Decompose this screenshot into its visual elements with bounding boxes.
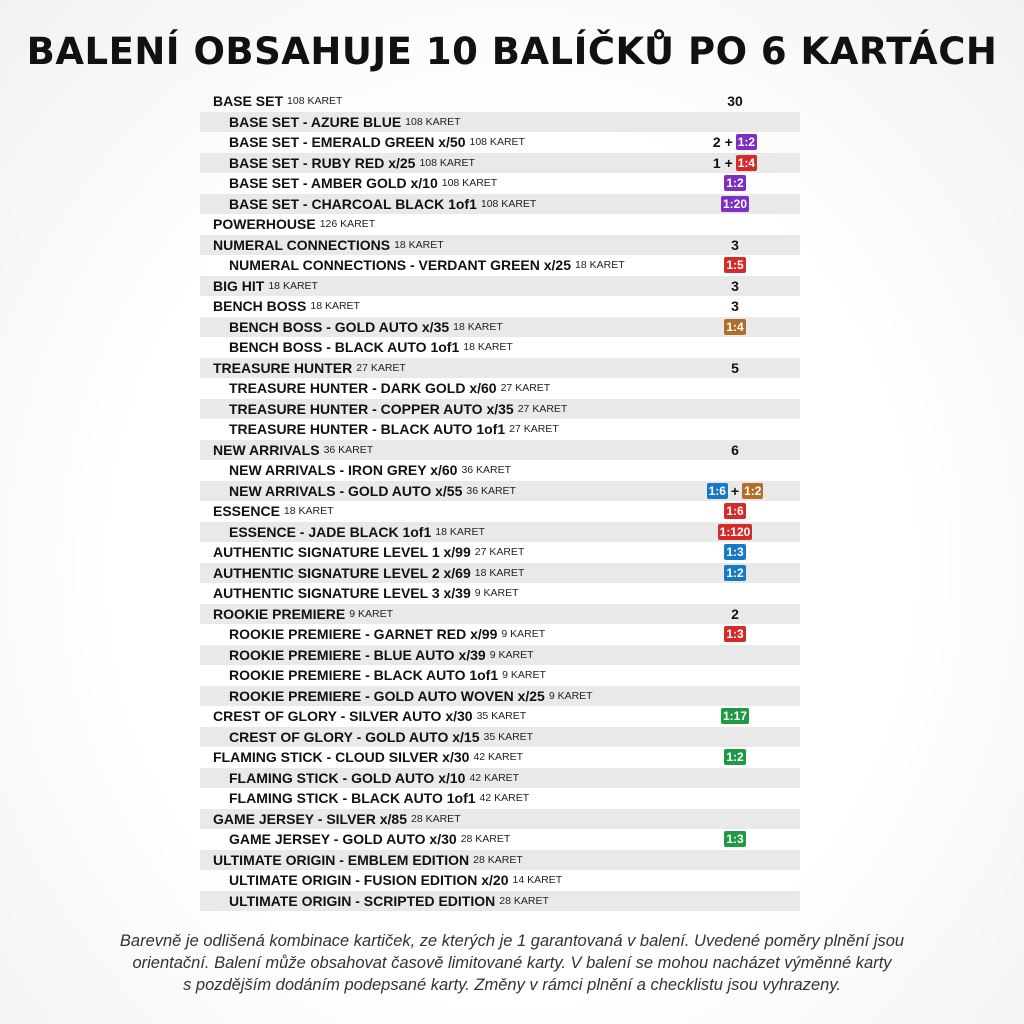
table-row: [200, 665, 800, 686]
card-count: 27 KARET: [500, 382, 551, 395]
table-row: [200, 112, 800, 133]
card-set-name: GAME JERSEY - SILVER x/85: [213, 810, 407, 827]
table-row: [200, 788, 800, 809]
card-set-name: ROOKIE PREMIERE - BLACK AUTO 1of1: [229, 667, 499, 684]
ratio-badge: 1:20: [722, 196, 748, 211]
table-row: [200, 501, 800, 522]
card-set-name: ESSENCE: [213, 503, 280, 520]
card-set-name: ESSENCE - JADE BLACK 1of1: [229, 523, 432, 540]
table-row: [200, 522, 800, 543]
card-set-name: ULTIMATE ORIGIN - EMBLEM EDITION: [213, 851, 470, 868]
card-count: 18 KARET: [453, 320, 503, 333]
table-row: [200, 850, 800, 871]
card-count: 27 KARET: [356, 361, 406, 374]
card-set-name: NEW ARRIVALS - IRON GREY x/60: [229, 462, 458, 479]
card-set-name: GAME JERSEY - GOLD AUTO x/30: [229, 831, 457, 848]
card-count: 42 KARET: [479, 792, 530, 805]
card-set-name: CREST OF GLORY - GOLD AUTO x/15: [229, 728, 480, 745]
card-count: 27 KARET: [509, 423, 559, 436]
quantity-value: 3: [731, 277, 739, 294]
card-set-name: BASE SET - RUBY RED x/25: [229, 154, 416, 171]
footer-note: [20, 930, 1004, 996]
table-row: [200, 440, 800, 461]
table-row: [200, 317, 800, 338]
ratio-badge: 1:4: [726, 319, 744, 334]
card-set-name: FLAMING STICK - BLACK AUTO 1of1: [229, 790, 476, 807]
card-set-name: BASE SET - EMERALD GREEN x/50: [229, 134, 466, 151]
card-count: 18 KARET: [268, 279, 318, 292]
card-set-name: BASE SET - AMBER GOLD x/10: [229, 175, 438, 192]
pack-ratio: [670, 278, 800, 294]
table-row: [200, 809, 800, 830]
table-row: [200, 296, 800, 317]
pack-ratio: [670, 708, 800, 724]
card-count: 27 KARET: [517, 402, 568, 415]
pack-ratio: [670, 257, 800, 273]
card-set-name: ROOKIE PREMIERE: [213, 605, 346, 622]
card-set-name: TREASURE HUNTER - BLACK AUTO 1of1: [229, 421, 506, 438]
table-row: [200, 727, 800, 748]
card-set-name: CREST OF GLORY - SILVER AUTO x/30: [213, 708, 473, 725]
table-row: [200, 173, 800, 194]
card-count: 9 KARET: [474, 587, 519, 600]
card-count: 9 KARET: [548, 689, 593, 702]
table-row: [200, 378, 800, 399]
card-set-name: ROOKIE PREMIERE - BLUE AUTO x/39: [229, 646, 486, 663]
pack-ratio: [670, 483, 800, 499]
quantity-value: 2 +: [712, 134, 733, 151]
table-row: [200, 645, 800, 666]
card-count: 126 KARET: [319, 218, 376, 231]
card-count: 28 KARET: [473, 853, 523, 866]
card-set-name: AUTHENTIC SIGNATURE LEVEL 1 x/99: [213, 544, 471, 561]
table-row: [200, 686, 800, 707]
card-count: 9 KARET: [501, 628, 546, 641]
ratio-badge: 1:6: [726, 504, 744, 519]
card-count: 28 KARET: [460, 833, 511, 846]
card-count: 28 KARET: [499, 894, 549, 907]
card-count: 36 KARET: [461, 464, 512, 477]
card-count: 108 KARET: [480, 197, 537, 210]
table-row: [200, 604, 800, 625]
plus-sign: +: [730, 482, 740, 499]
card-set-name: AUTHENTIC SIGNATURE LEVEL 3 x/39: [213, 585, 471, 602]
card-count: 9 KARET: [349, 607, 394, 620]
card-count: 36 KARET: [466, 484, 516, 497]
card-count: 18 KARET: [283, 505, 334, 518]
table-row: [200, 132, 800, 153]
table-row: [200, 255, 800, 276]
card-count: 108 KARET: [287, 95, 343, 108]
ratio-badge: 1:2: [726, 565, 744, 580]
table-row: [200, 624, 800, 645]
table-row: [200, 481, 800, 502]
card-set-name: FLAMING STICK - GOLD AUTO x/10: [229, 769, 466, 786]
pack-ratio: [670, 749, 800, 765]
card-set-name: POWERHOUSE: [213, 216, 316, 233]
table-row: [200, 583, 800, 604]
quantity-value: 6: [731, 441, 739, 458]
footer-line: Barevně je odlišená kombinace kartiček, ze kterých je 1 garantovaná v balení. Uvedené poměry plnění jsou: [119, 932, 905, 950]
card-count: 108 KARET: [419, 156, 475, 169]
pack-ratio: [670, 175, 800, 191]
card-set-name: TREASURE HUNTER - DARK GOLD x/60: [229, 380, 497, 397]
ratio-badge: 1:4: [737, 155, 756, 170]
card-count: 18 KARET: [435, 525, 485, 538]
ratio-badge: 1:120: [719, 524, 751, 539]
ratio-badge: 1:5: [726, 258, 744, 273]
card-count: 108 KARET: [469, 136, 525, 149]
card-count: 108 KARET: [405, 115, 461, 128]
card-set-name: NUMERAL CONNECTIONS - VERDANT GREEN x/25: [229, 257, 572, 274]
table-row: [200, 747, 800, 768]
table-row: [200, 235, 800, 256]
card-count: 18 KARET: [474, 566, 525, 579]
card-count: 18 KARET: [463, 341, 513, 354]
card-count: 28 KARET: [411, 812, 461, 825]
table-row: [200, 337, 800, 358]
card-count: 42 KARET: [473, 751, 524, 764]
ratio-badge: 1:17: [722, 709, 748, 724]
card-count: 18 KARET: [394, 238, 444, 251]
table-row: [200, 870, 800, 891]
table-row: [200, 829, 800, 850]
card-set-name: FLAMING STICK - CLOUD SILVER x/30: [213, 749, 470, 766]
pack-ratio: [670, 831, 800, 847]
table-row: [200, 891, 800, 912]
ratio-badge: 1:6: [708, 483, 726, 498]
pack-ratio: [670, 565, 800, 581]
card-set-name: BASE SET - AZURE BLUE: [229, 113, 402, 130]
card-count: 108 KARET: [441, 177, 498, 190]
card-set-name: NEW ARRIVALS - GOLD AUTO x/55: [229, 482, 463, 499]
quantity-value: 5: [731, 359, 739, 376]
card-count: 14 KARET: [512, 874, 563, 887]
card-count: 18 KARET: [310, 300, 360, 313]
table-row: [200, 214, 800, 235]
pack-ratio: [670, 134, 800, 150]
ratio-badge: 1:3: [726, 545, 744, 560]
table-row: [200, 542, 800, 563]
quantity-value: 3: [731, 236, 739, 253]
card-set-name: ULTIMATE ORIGIN - SCRIPTED EDITION: [229, 892, 496, 909]
page-title: BALENÍ OBSAHUJE 10 BALÍČKŮ PO 6 KARTÁCH: [26, 30, 998, 73]
card-set-name: BENCH BOSS - GOLD AUTO x/35: [229, 318, 450, 335]
table-row: [200, 460, 800, 481]
ratio-badge: 1:2: [744, 483, 762, 498]
card-set-name: BIG HIT: [213, 277, 265, 294]
card-set-name: ROOKIE PREMIERE - GARNET RED x/99: [229, 626, 498, 643]
quantity-value: 2: [731, 605, 739, 622]
card-count: 42 KARET: [469, 771, 520, 784]
table-row: [200, 91, 800, 112]
table-row: [200, 419, 800, 440]
pack-ratio: [670, 606, 800, 622]
card-set-name: BASE SET - CHARCOAL BLACK 1of1: [229, 195, 477, 212]
ratio-badge: 1:2: [726, 176, 744, 191]
pack-ratio: [670, 442, 800, 458]
pack-ratio: [670, 360, 800, 376]
table-row: [200, 399, 800, 420]
card-set-name: NEW ARRIVALS: [213, 441, 320, 458]
pack-ratio: [670, 196, 800, 212]
table-row: [200, 358, 800, 379]
card-count: 35 KARET: [483, 730, 534, 743]
pack-ratio: [670, 626, 800, 642]
card-count: 9 KARET: [489, 648, 534, 661]
quantity-value: 1 +: [712, 154, 733, 171]
card-count: 18 KARET: [575, 259, 625, 272]
card-set-name: TREASURE HUNTER: [213, 359, 353, 376]
table-row: [200, 768, 800, 789]
pack-ratio: [670, 298, 800, 314]
pack-ratio: [670, 544, 800, 560]
card-count: 35 KARET: [476, 710, 527, 723]
card-count: 9 KARET: [502, 669, 546, 682]
card-set-name: ULTIMATE ORIGIN - FUSION EDITION x/20: [229, 872, 509, 889]
pack-ratio: [670, 524, 800, 540]
card-count: 36 KARET: [323, 443, 374, 456]
card-set-name: AUTHENTIC SIGNATURE LEVEL 2 x/69: [213, 564, 471, 581]
quantity-value: 30: [727, 93, 743, 110]
pack-ratio: [670, 319, 800, 335]
quantity-value: 3: [731, 298, 739, 315]
card-set-name: BENCH BOSS: [213, 298, 307, 315]
ratio-badge: 1:2: [737, 135, 756, 150]
pack-ratio: [670, 155, 800, 171]
card-set-name: BASE SET: [213, 93, 284, 110]
table-row: [200, 276, 800, 297]
pack-ratio: [670, 93, 800, 109]
card-set-name: BENCH BOSS - BLACK AUTO 1of1: [229, 339, 460, 356]
pack-ratio: [670, 503, 800, 519]
ratio-badge: 1:3: [726, 832, 744, 847]
footer-line: orientační. Balení může obsahovat časově limitované karty. V balení se mohou nacházet výměnné karty: [132, 954, 892, 972]
checklist-table: [200, 91, 800, 911]
card-set-name: ROOKIE PREMIERE - GOLD AUTO WOVEN x/25: [229, 687, 545, 704]
footer-line: s pozdějším dodáním podepsané karty. Změny v rámci plnění a checklistu jsou vyhrazeny.: [183, 976, 841, 994]
pack-ratio: [670, 237, 800, 253]
table-row: [200, 563, 800, 584]
table-row: [200, 194, 800, 215]
table-row: [200, 153, 800, 174]
ratio-badge: 1:3: [726, 627, 744, 642]
table-row: [200, 706, 800, 727]
card-count: 27 KARET: [474, 546, 525, 559]
ratio-badge: 1:2: [726, 750, 744, 765]
card-set-name: TREASURE HUNTER - COPPER AUTO x/35: [229, 400, 514, 417]
card-set-name: NUMERAL CONNECTIONS: [213, 236, 391, 253]
